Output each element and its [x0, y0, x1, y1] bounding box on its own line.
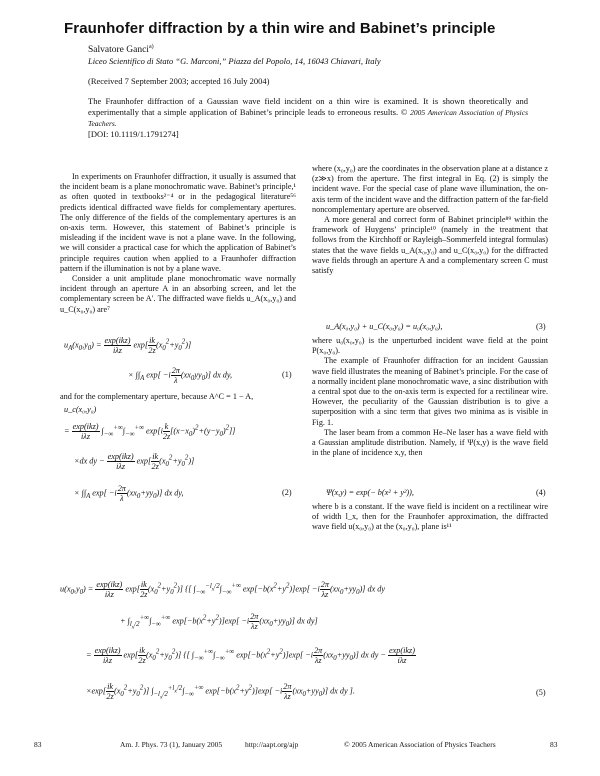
footer-page-right: 83	[550, 740, 558, 749]
paragraph: A more general and correct form of Babinet principle⁸⁹ within the framework of Huygens’ principle¹⁰ (namely in the treatment that follows from the Kirchhoff or Rayleigh–Sommerfeld integral formulas) states that the wave fields u_A(x₀,y₀) and u_C(x₀,y₀) for the diffracted wave fields through an aperture A and a complementary screen C must satisfy	[312, 215, 548, 276]
author-affiliation: Liceo Scientifico di Stato “G. Marconi,” Piazza del Popolo, 14, 16043 Chiavari, Italy	[88, 56, 381, 66]
equation-3: u_A(x₀,y₀) + u_C(x₀,y₀) = u₀(x₀,y₀),	[326, 322, 443, 331]
abstract-copyright: 2005 American Association of Physics Teachers.	[88, 108, 528, 128]
paragraph: Consider a unit amplitude plane monochromatic wave normally incident through an aperture A in an absorbing screen, and let the complementary screen be A′. The diffracted wave fields u_A(x₀,y₀) and u_C(x₀,y₀) are⁷	[60, 274, 296, 314]
equation-5-line-4: ×exp[ $\frac{ik}{2z}$ $(x_0^2+y_0^2)$] $\int_{-l_x/2}^{+l_x/2}\int_{-\infty}^{+\infty}$ $\exp[-b(x^2+y^2)]\exp[ -i$ $\frac{2\pi}{\lambda z}$ $(xx_0+yy_0)$] dx dy ].	[86, 682, 355, 701]
abstract	[88, 96, 528, 129]
paragraph: where b is a constant. If the wave field is incident on a rectilinear wire of width l_x, then for the Fraunhofer approximation, the diffracted wave field u(x₀,y₀) at the (x₀,y₀), plane is¹¹	[312, 502, 548, 532]
author-footnote-mark: a)	[148, 44, 154, 50]
doi-link[interactable]: [DOI: 10.1119/1.1791274]	[88, 129, 179, 139]
left-column	[60, 172, 296, 315]
paragraph: where u₀(x₀,y₀) is the unperturbed incident wave field at the point P(x₀,y₀).	[312, 336, 548, 356]
equation-number: (1)	[282, 370, 292, 379]
equation-5-line-2: + $\int_{l_x/2}^{+\infty}\int_{-\infty}^{+\infty}$ $\exp[-b(x^2+y^2)]\exp[ -i$ $\frac{2\pi}{\lambda z}$ $(xx_0+yy_0)$] dx dy]	[120, 612, 318, 631]
footer-journal: Am. J. Phys. 73 (1), January 2005	[120, 740, 223, 749]
author-name	[88, 44, 154, 55]
right-column	[312, 164, 548, 276]
equation-1-line-1: $u_A(x_0,y_0)$ = $\frac{\text{exp(ikz)}}{\text{iλz}}$ exp[ $\frac{ik}{2z}$ $(x_0^2+y_0^2)$]	[64, 336, 192, 355]
paragraph: In experiments on Fraunhofer diffraction, it usually is assumed that the incident beam is a plane monochromatic wave. Babinet’s principle,¹ as often quoted in textbooks²⁻⁴ or in the pedagogical literature⁵⁶ predicts identical diffracted wave fields for complementary apertures. The only difference of the fields of the complementary apertures is an on-axis term. However, this statement of Babinet’s principle is misleading if the incident wave is not a plane wave. In the following, we will consider a practical case for which the application of Babinet’s principle requires caution when applied to a Fraunhofer diffraction pattern if the illumination is not by a plane wave.	[60, 172, 296, 273]
paragraph: The example of Fraunhofer diffraction for an incident Gaussian wave field illustrates the meaning of Babinet’s principle. For the case of a normally incident plane monochromatic wave, a sinc distribution with a central spot due to the on-axis term is expected for a rectilinear wire. However, the peculiarity of the Gaussian distribution is to give a superposition with a sinc term that gives two minima as is visible in Fig. 1.	[312, 356, 549, 427]
equation-4: Ψ(x,y) = exp(− b(x² + y²)),	[326, 488, 414, 497]
equation-2-line-2: ×dx dy − $\frac{\text{exp(ikz)}}{\text{iλz}}$ exp[ $\frac{ik}{2z}$ $(x_0^2+y_0^2)$]	[74, 452, 195, 471]
footer-copyright: © 2005 American Association of Physics Teachers	[344, 740, 496, 749]
equation-number: (5)	[536, 688, 546, 697]
received-dates: (Received 7 September 2003; accepted 16 July 2004)	[88, 76, 270, 86]
equation-5-line-1: $u(x_0,y_0)$ = $\frac{\text{exp(ikz)}}{\text{iλz}}$ exp[ $\frac{ik}{2z}$ $(x_0^2+y_0^2)$] {[ $\int_{-\infty}^{-l_x/2}\int_{-\infty}^{+\infty}$ $\exp[-b(x^2+y^2)]\exp[ -i$ $\frac{2\pi}{\lambda z}$ $(xx_0+yy_0)$] dx dy	[60, 580, 386, 599]
equation-2-line-3: × $\int\int_A$ exp[ −i $\frac{2\pi}{\lambda}$ $(xx_0+yy_0)$] dx dy,	[74, 484, 184, 503]
equation-1-line-2: × $\int\int_A$ exp[ −i $\frac{2\pi}{\lambda}$ $(xx_0yy_0)$] dx dy,	[128, 366, 233, 385]
equation-2-lhs: u_c(x₀,y₀)	[64, 405, 97, 414]
paragraph: The laser beam from a common He–Ne laser has a wave field with a Gaussian amplitude distribution. Namely, if Ψ(x,y) is the wave field in the plane of incidence x,y, then	[312, 427, 548, 458]
paragraph: where (x₀,y₀) are the coordinates in the observation plane at a distance z (z≫x) from the aperture. The first integral in Eq. (2) is simply the incident wave. For the special case of plane wave illumination, the on-axis term of the incident wave and the diffraction pattern of the far-field noncomplementary aperture are observed.	[312, 164, 548, 214]
equation-number: (4)	[536, 488, 546, 497]
paper-title: Fraunhofer diffraction by a thin wire and Babinet’s principle	[64, 20, 496, 37]
equation-5-line-3: = $\frac{\text{exp(ikz)}}{\text{iλz}}$ exp[ $\frac{ik}{2z}$ $(x_0^2+y_0^2)$] {[ $\int_{-\infty}^{+\infty}\int_{-\infty}^{+\infty}$ $\exp[-b(x^2+y^2)]\exp[ -i$ $\frac{2\pi}{\lambda z}$ $(xx_0+yy_0)$] dx dy − $\frac{\text{exp(ikz)}}{\text{iλz}}$	[86, 646, 415, 665]
footer-url[interactable]: http://aapt.org/ajp	[245, 740, 299, 749]
author-name-text: Salvatore Ganci	[88, 45, 149, 56]
footer-page-left: 83	[34, 740, 42, 749]
paragraph: and for the complementary aperture, because A^C = 1 − A,	[60, 392, 254, 401]
equation-2-line-1: = $\frac{\text{exp(ikz)}}{\text{iλz}}$ $\int_{-\infty}^{+\infty}\int_{-\infty}^{+\infty}$ exp[i $\frac{k}{2z}$ $[(x-x_0)^2+(y-y_0)^2]$]	[64, 422, 236, 441]
abstract-text: The Fraunhofer diffraction of a Gaussian wave field incident on a thin wire is examined. It is shown theoretically and experimentally that a simple application of Babinet’s principle leads to erroneous results. ©	[88, 96, 528, 117]
right-column-cont	[312, 336, 548, 458]
equation-number: (2)	[282, 488, 292, 497]
equation-number: (3)	[536, 322, 546, 331]
